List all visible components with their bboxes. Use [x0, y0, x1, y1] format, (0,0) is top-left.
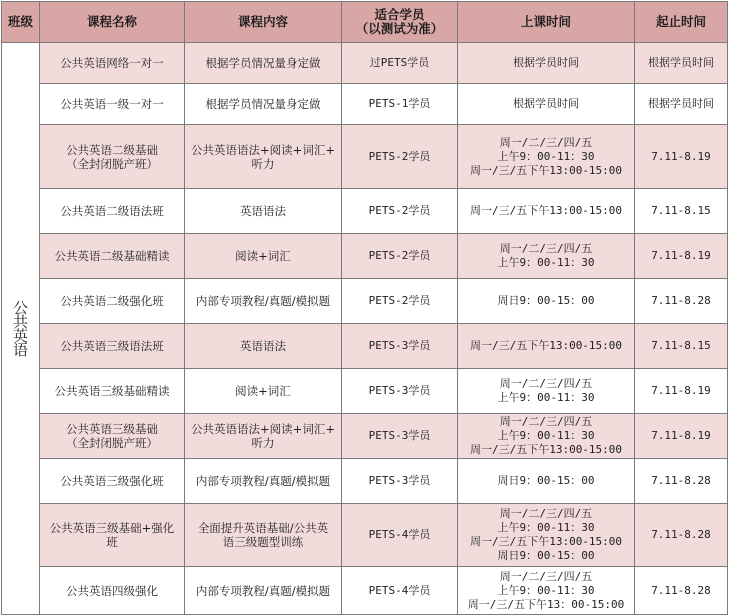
table-row: [2, 324, 728, 369]
course-name-cell: 公共英语二级基础精读: [40, 234, 185, 279]
table-row: [2, 189, 728, 234]
students-cell: PETS-2学员: [342, 234, 458, 279]
course-content-cell: 内部专项教程/真题/模拟题: [185, 567, 342, 615]
course-name-cell: 公共英语三级基础+强化 班: [40, 504, 185, 567]
table-row: [2, 369, 728, 414]
period-cell: 7.11-8.28: [635, 459, 728, 504]
period-cell: 7.11-8.19: [635, 414, 728, 459]
period-cell: 7.11-8.28: [635, 567, 728, 615]
students-cell: PETS-3学员: [342, 414, 458, 459]
class-time-cell: 周日9：00-15：00: [458, 459, 635, 504]
period-cell: 7.11-8.19: [635, 125, 728, 189]
period-cell: 7.11-8.15: [635, 324, 728, 369]
header-students: 适合学员 （以测试为准）: [342, 2, 458, 43]
students-cell: PETS-4学员: [342, 504, 458, 567]
course-name-cell: 公共英语二级强化班: [40, 279, 185, 324]
class-time-cell: 周一/三/五下午13:00-15:00: [458, 324, 635, 369]
course-name-cell: 公共英语二级语法班: [40, 189, 185, 234]
course-name-cell: 公共英语一级一对一: [40, 84, 185, 125]
course-content-cell: 内部专项教程/真题/模拟题: [185, 279, 342, 324]
table-row: [2, 459, 728, 504]
table-row: [2, 279, 728, 324]
students-cell: PETS-2学员: [342, 125, 458, 189]
students-cell: PETS-4学员: [342, 567, 458, 615]
class-time-cell: 周日9：00-15：00: [458, 279, 635, 324]
course-content-cell: 阅读+词汇: [185, 369, 342, 414]
course-name-cell: 公共英语四级强化: [40, 567, 185, 615]
students-cell: PETS-2学员: [342, 189, 458, 234]
header-class: 班级: [2, 2, 40, 43]
table-row: [2, 43, 728, 84]
course-name-cell: 公共英语三级基础精读: [40, 369, 185, 414]
students-cell: PETS-3学员: [342, 459, 458, 504]
period-cell: 7.11-8.28: [635, 504, 728, 567]
students-cell: 过PETS学员: [342, 43, 458, 84]
course-content-cell: 根据学员情况量身定做: [185, 84, 342, 125]
period-cell: 7.11-8.15: [635, 189, 728, 234]
class-time-cell: 周一/二/三/四/五 上午9：00-11：30 周一/三/五下午13:00-15:00: [458, 125, 635, 189]
class-time-cell: 周一/二/三/四/五 上午9：00-11：30 周一/三/五下午13:00-15:00 周日9：00-15：00: [458, 504, 635, 567]
class-time-cell: 周一/三/五下午13:00-15:00: [458, 189, 635, 234]
period-cell: 根据学员时间: [635, 43, 728, 84]
table-row: [2, 414, 728, 459]
period-cell: 7.11-8.28: [635, 279, 728, 324]
header-row: [2, 2, 728, 43]
header-course-name: 课程名称: [40, 2, 185, 43]
course-content-cell: 根据学员情况量身定做: [185, 43, 342, 84]
course-content-cell: 英语语法: [185, 324, 342, 369]
table-row: [2, 84, 728, 125]
course-content-cell: 英语语法: [185, 189, 342, 234]
header-time: 上课时间: [458, 2, 635, 43]
class-time-cell: 周一/二/三/四/五 上午9：00-11：30: [458, 369, 635, 414]
class-time-cell: 周一/二/三/四/五 上午9：00-11：30 周一/三/五下午13:00-15:00: [458, 414, 635, 459]
students-cell: PETS-3学员: [342, 369, 458, 414]
class-time-cell: 周一/二/三/四/五 上午9：00-11：30 周一/三/五下午13：00-15:00: [458, 567, 635, 615]
table-row: [2, 567, 728, 615]
course-name-cell: 公共英语二级基础 （全封闭脱产班）: [40, 125, 185, 189]
period-cell: 7.11-8.19: [635, 369, 728, 414]
course-content-cell: 全面提升英语基础/公共英 语三级题型训练: [185, 504, 342, 567]
course-name-cell: 公共英语三级强化班: [40, 459, 185, 504]
table-row: [2, 125, 728, 189]
students-cell: PETS-1学员: [342, 84, 458, 125]
period-cell: 7.11-8.19: [635, 234, 728, 279]
table-row: [2, 234, 728, 279]
course-name-cell: 公共英语网络一对一: [40, 43, 185, 84]
header-content: 课程内容: [185, 2, 342, 43]
students-cell: PETS-3学员: [342, 324, 458, 369]
course-content-cell: 内部专项教程/真题/模拟题: [185, 459, 342, 504]
course-content-cell: 公共英语语法+阅读+词汇+ 听力: [185, 125, 342, 189]
schedule-table: [1, 1, 728, 615]
course-name-cell: 公共英语三级基础 （全封闭脱产班）: [40, 414, 185, 459]
class-name-cell: 公 共 英 语: [2, 43, 40, 615]
class-time-cell: 周一/二/三/四/五 上午9：00-11：30: [458, 234, 635, 279]
course-content-cell: 公共英语语法+阅读+词汇+ 听力: [185, 414, 342, 459]
class-time-cell: 根据学员时间: [458, 84, 635, 125]
class-time-cell: 根据学员时间: [458, 43, 635, 84]
students-cell: PETS-2学员: [342, 279, 458, 324]
course-content-cell: 阅读+词汇: [185, 234, 342, 279]
period-cell: 根据学员时间: [635, 84, 728, 125]
table-body: [2, 43, 728, 615]
header-period: 起止时间: [635, 2, 728, 43]
course-name-cell: 公共英语三级语法班: [40, 324, 185, 369]
table-row: [2, 504, 728, 567]
